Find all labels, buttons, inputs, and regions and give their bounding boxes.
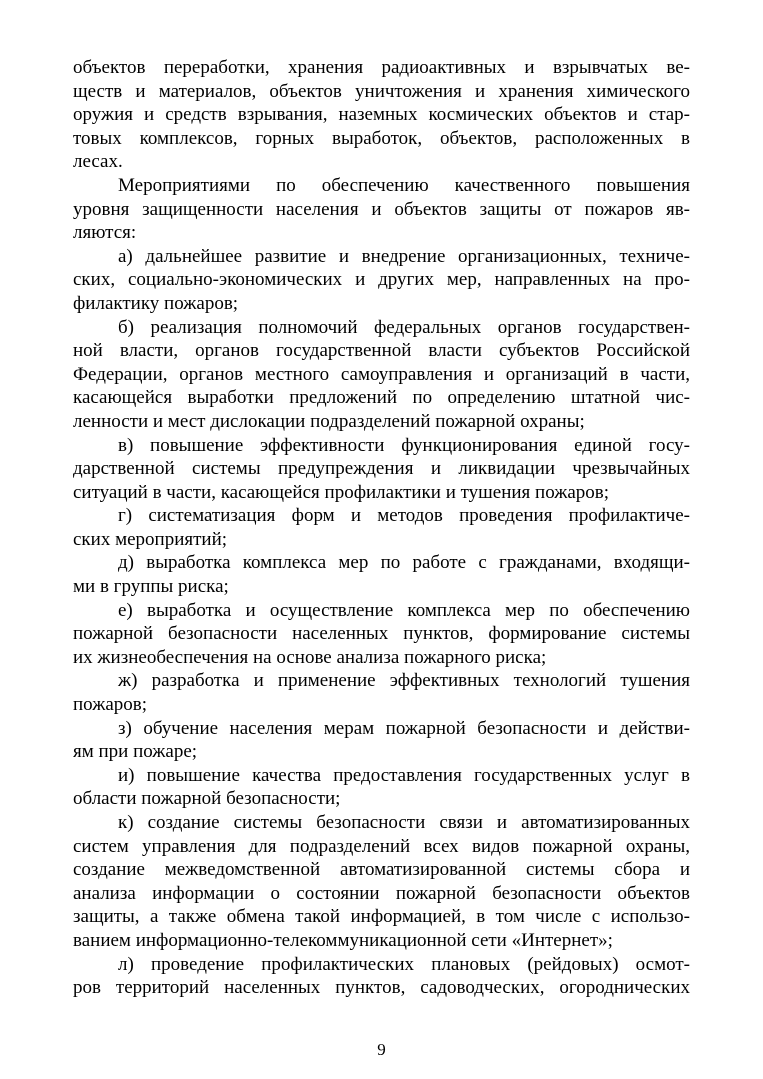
text-line: Мероприятиями по обеспечению качественного повышения [118, 174, 690, 196]
text-line: объектов переработки, хранения радиоактивных и взрывчатых ве- [73, 57, 690, 78]
text-line: ной власти, органов государственной власти субъектов Российской [73, 340, 690, 362]
text-line: уровня защищенности населения и объектов защиты от пожаров яв- [73, 198, 690, 220]
list-item-zh: ж) разработка и применение эффективных технологий тушения [118, 670, 690, 692]
text-line: области пожарной безопасности; [73, 788, 341, 810]
text-line: пожарной безопасности населенных пунктов, формирование системы [73, 623, 690, 645]
text-line: Федерации, органов местного самоуправления и организаций в части, [73, 363, 690, 385]
text-line: их жизнеобеспечения на основе анализа пожарного риска; [73, 646, 547, 668]
text-line: ских мероприятий; [73, 528, 228, 550]
list-item-k: к) создание системы безопасности связи и автоматизированных [118, 812, 690, 833]
text-line: лесах. [73, 151, 123, 173]
text-line: филактику пожаров; [73, 292, 239, 314]
text-line: ми в группы риска; [73, 576, 229, 598]
text-line: товых комплексов, горных выработок, объектов, расположенных в [73, 127, 690, 149]
text-line: касающейся выработки предложений по определению штатной чис- [73, 387, 690, 409]
text-line: ванием информационно-телекоммуникационной сети «Интернет»; [73, 929, 613, 951]
list-item-e: е) выработка и осуществление комплекса мер по обеспечению [118, 599, 690, 621]
text-line: ленности и мест дислокации подразделений пожарной охраны; [73, 410, 585, 432]
text-line: ских, социально-экономических и других мер, направленных на про- [73, 269, 690, 291]
text-line: защиты, а также обмена такой информацией, в том числе с использо- [73, 906, 690, 928]
text-line: оружия и средств взрывания, наземных космических объектов и стар- [73, 104, 690, 126]
list-item-z: з) обучение населения мерам пожарной безопасности и действи- [118, 717, 690, 739]
list-item-b: б) реализация полномочий федеральных органов государствен- [118, 316, 690, 338]
text-line: ляются: [73, 222, 137, 244]
page-number: 9 [377, 1040, 386, 1059]
list-item-a: а) дальнейшее развитие и внедрение организационных, техниче- [118, 245, 690, 267]
text-line: дарственной системы предупреждения и ликвидации чрезвычайных [73, 458, 690, 480]
list-item-v: в) повышение эффективности функционирования единой госу- [118, 434, 690, 456]
text-line: ществ и материалов, объектов уничтожения и хранения химического [73, 80, 690, 102]
text-line: ситуаций в части, касающейся профилактики и тушения пожаров; [73, 481, 610, 503]
list-item-d: д) выработка комплекса мер по работе с гражданами, входящи- [118, 552, 690, 574]
text-line: ям при пожаре; [73, 741, 198, 763]
text-line: систем управления для подразделений всех видов пожарной охраны, [73, 835, 690, 857]
text-line: пожаров; [73, 694, 148, 716]
text-line: ров территорий населенных пунктов, садоводческих, огороднических [73, 977, 690, 999]
list-item-i: и) повышение качества предоставления государственных услуг в [118, 764, 690, 786]
list-item-g: г) систематизация форм и методов проведения профилактиче- [118, 505, 690, 527]
text-line: анализа информации о состоянии пожарной безопасности объектов [73, 882, 690, 904]
list-item-l: л) проведение профилактических плановых (рейдовых) осмот- [118, 953, 690, 975]
text-line: создание межведомственной автоматизированной системы сбора и [73, 859, 690, 881]
document-body [73, 56, 690, 1000]
